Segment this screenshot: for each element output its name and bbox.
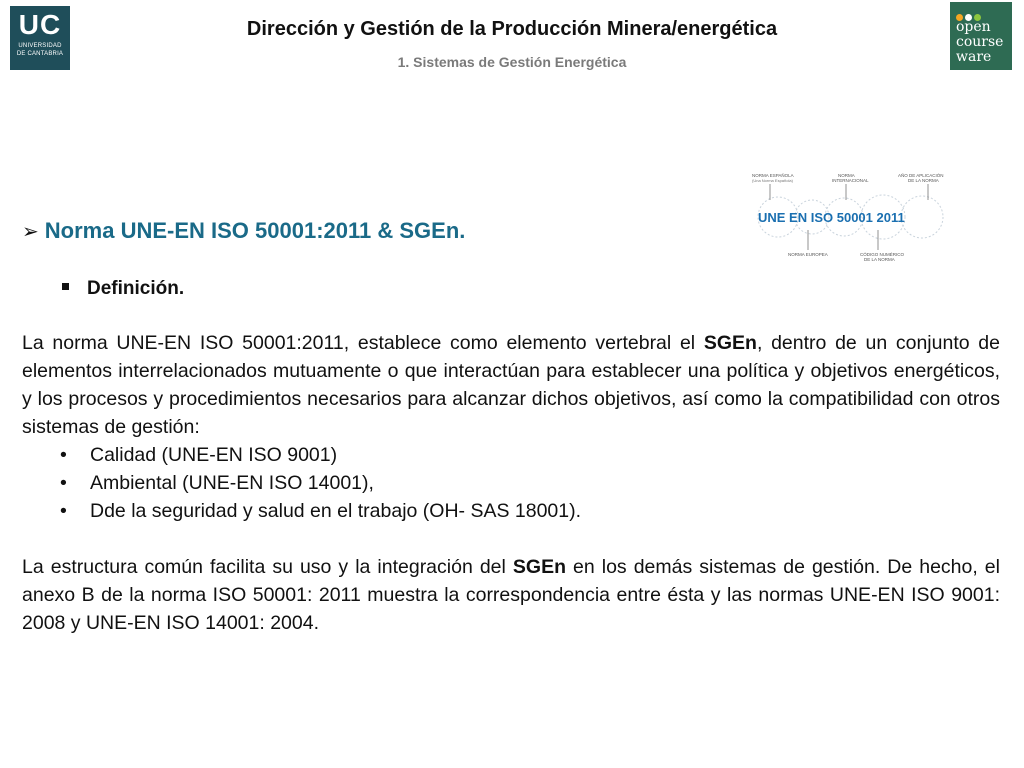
diagram-note-bottom-left: NORMA EUROPEA	[788, 252, 828, 257]
diagram-note-top-left-1: NORMA ESPAÑOLA	[752, 173, 794, 178]
diagram-note-top-right-1: AÑO DE APLICACIÓN	[898, 173, 944, 178]
paragraph2-pre: La estructura común facilita su uso y la integración del	[22, 556, 513, 578]
diagram-note-bottom-right-1: CÓDIGO NUMÉRICO	[860, 252, 905, 257]
bullet-dot-icon: •	[60, 500, 67, 522]
paragraph1-pre: La norma UNE-EN ISO 50001:2011, establece como elemento vertebral el	[22, 332, 704, 354]
square-bullet-icon	[62, 283, 69, 290]
diagram-note-top-center-2: INTERNACIONAL	[832, 178, 869, 183]
diagram-circle-2011	[901, 196, 943, 238]
paragraph-integration	[22, 553, 1000, 637]
list-item	[22, 469, 1000, 497]
subheading-text: Definición.	[87, 278, 185, 299]
page-subtitle: 1. Sistemas de Gestión Energética	[397, 54, 627, 70]
page-title: Dirección y Gestión de la Producción Minera/energética	[246, 18, 778, 40]
paragraph-definition	[22, 329, 1000, 441]
uc-logo-mark: UC	[18, 9, 62, 40]
diagram-note-top-center-1: NORMA	[838, 173, 855, 178]
paragraph1-post: , dentro de un conjunto de elementos interrelacionados mutuamente o que interactúan para establecer una política y objetivos energéticos, y los procesos y procedimientos necesarios para alcanzar dichos objetivos, así como la compatibilidad con otros sistemas de gestión:	[22, 332, 1000, 438]
diagram-main-label: UNE EN ISO 50001 2011	[758, 210, 905, 225]
arrow-bullet-icon: ➢	[22, 221, 39, 243]
list-item-text: Dde la seguridad y salud en el trabajo (OH- SAS 18001).	[90, 500, 582, 522]
section-heading	[22, 218, 465, 244]
subheading	[62, 278, 184, 300]
systems-list	[22, 441, 1000, 525]
bullet-dot-icon: •	[60, 444, 67, 466]
list-item	[22, 441, 1000, 469]
ocw-logo-words	[956, 20, 1003, 65]
paragraph1-bold: SGEn	[703, 332, 757, 354]
iso-standard-diagram	[748, 170, 958, 265]
ocw-word-course: course	[956, 34, 1004, 50]
ocw-word-open: open	[956, 19, 991, 35]
paragraph2-bold: SGEn	[512, 556, 566, 578]
ocw-logo	[950, 2, 1012, 70]
diagram-note-top-left-2: (Una Norma Española)	[752, 178, 793, 183]
uc-logo-line1: UNIVERSIDAD	[18, 43, 62, 49]
diagram-note-top-right-2: DE LA NORMA	[908, 178, 939, 183]
section-heading-text: Norma UNE-EN ISO 50001:2011 & SGEn.	[44, 218, 466, 243]
list-item	[22, 497, 1000, 525]
bullet-dot-icon: •	[60, 472, 67, 494]
uc-logo-line2: DE CANTABRIA	[16, 51, 64, 57]
ocw-word-ware: ware	[956, 49, 992, 65]
list-item-text: Ambiental (UNE-EN ISO 14001),	[90, 472, 374, 494]
paragraph2-post: en los demás sistemas de gestión. De hecho, el anexo B de la norma ISO 50001: 2011 muestra la correspondencia entre ésta y las normas UNE-EN ISO 9001: 2008 y UNE-EN ISO 14001: 2004.	[22, 556, 1000, 634]
diagram-note-bottom-right-2: DE LA NORMA	[864, 257, 895, 262]
list-item-text: Calidad (UNE-EN ISO 9001)	[90, 444, 338, 466]
